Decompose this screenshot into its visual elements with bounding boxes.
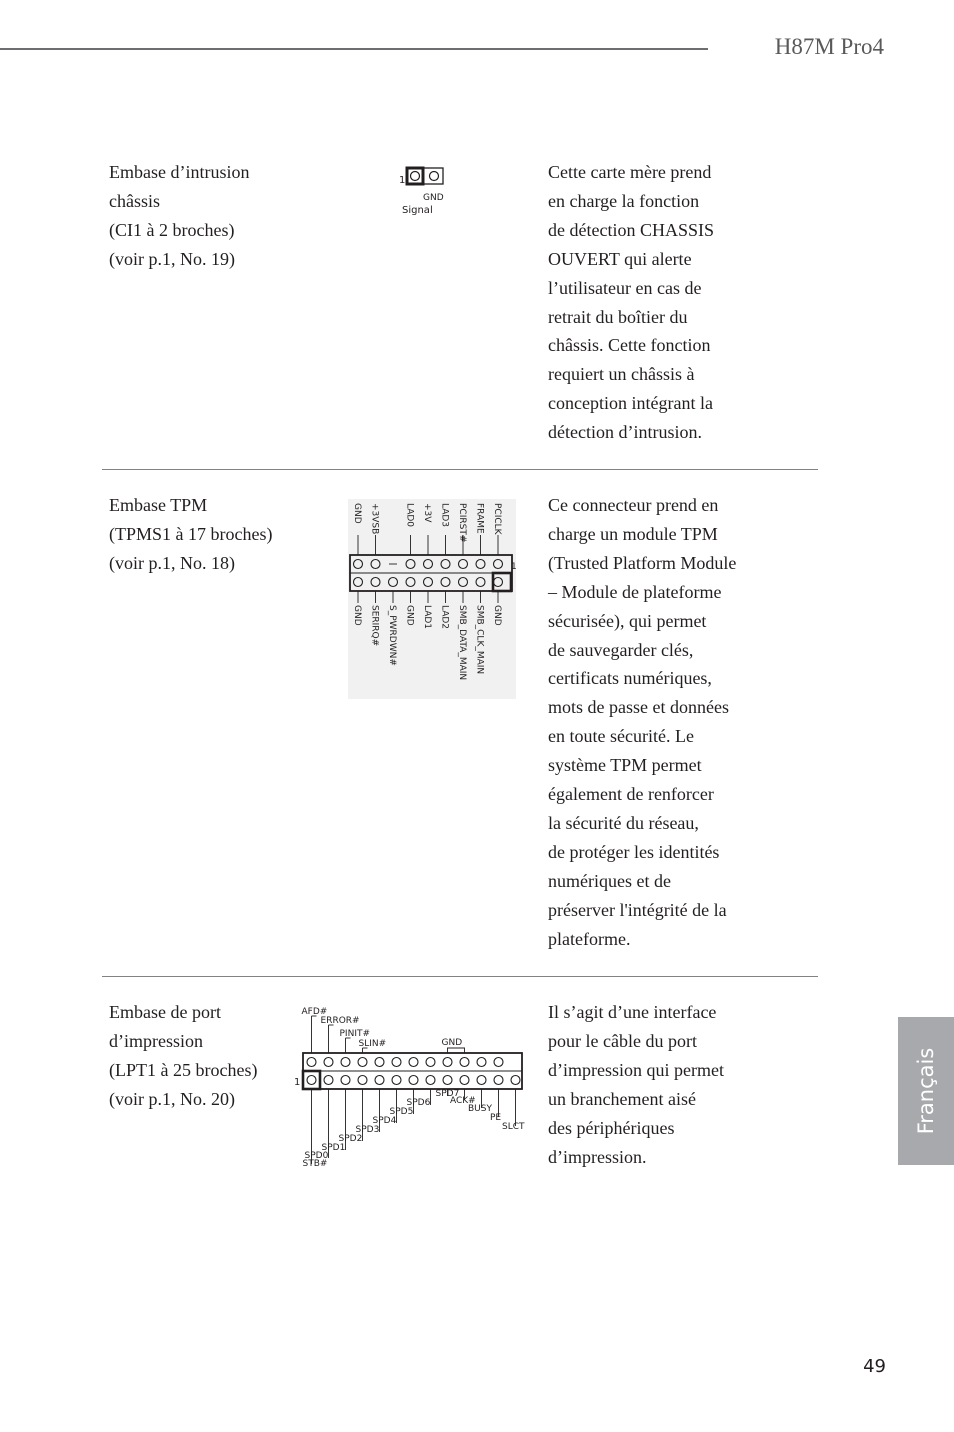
tpm-bottom-pin-label: SMB_CLK_MAIN (474, 605, 485, 675)
lpt-description: Il s’agit d’une interface pour le câble du port d’impression qui permet un branchement aisé des périphériques d’impression. (548, 1002, 724, 1167)
lpt-pin-label: SPD1 (321, 1143, 346, 1153)
lpt-pin (409, 1058, 418, 1067)
lpt-pin-label: STB# (302, 1159, 328, 1169)
section-separator (102, 469, 818, 470)
lpt-pin-label: ERROR# (320, 1016, 360, 1026)
lpt-pin (392, 1058, 401, 1067)
lpt-pin-label: SPD6 (406, 1098, 431, 1108)
lpt-pin (426, 1058, 435, 1067)
tpm-top-pin-label: PCIRST# (457, 503, 467, 543)
section-separator (102, 976, 818, 977)
lpt-pin-label: ACK# (450, 1096, 476, 1106)
lpt-pin-label: SPD3 (355, 1125, 380, 1135)
tpm-bottom-pin-label: LAD2 (439, 605, 450, 630)
tpm-label: Embase TPM (TPMS1 à 17 broches) (voir p.1, No. 18) (109, 495, 273, 573)
page-number: 49 (863, 1356, 886, 1377)
lpt-pin (324, 1058, 333, 1067)
tpm-bottom-pin-label: S_PWRDWN# (387, 605, 397, 666)
lpt-pin (443, 1058, 452, 1067)
tpm-bottom-pin-label: SMB_DATA_MAIN (457, 605, 467, 681)
ci1-gnd-label: GND (423, 193, 444, 203)
lpt-pin-label: PE (490, 1113, 502, 1123)
language-label: Français (914, 1047, 938, 1135)
tpm-bottom-pin-label: GND (492, 605, 502, 626)
lpt-pin (324, 1076, 333, 1085)
ci1-signal-label: Signal (402, 205, 433, 216)
lpt-pin (409, 1076, 418, 1085)
ci1-diagram (395, 160, 465, 220)
model-name: H87M Pro4 (774, 34, 884, 59)
tpm-top-pin-label: LAD3 (439, 503, 450, 528)
tpm-bottom-pin-label: LAD1 (422, 605, 432, 630)
lpt-pin-label: AFD# (301, 1007, 328, 1017)
lpt-pin (341, 1058, 350, 1067)
lpt-pin (477, 1058, 486, 1067)
lpt-pin (477, 1076, 486, 1085)
lpt-pin (358, 1058, 367, 1067)
lpt-pin (426, 1076, 435, 1085)
header-rule (0, 48, 708, 50)
lpt-pin (375, 1058, 384, 1067)
lpt-pin-label: SPD0 (304, 1151, 329, 1161)
ci1-description: Cette carte mère prend en charge la fonction de détection CHASSIS OUVERT qui alerte l’utilisateur en cas de retrait du boîtier du châssis. Cette fonction requiert un châssis à conception intégrant la détection d’intrusion. (548, 162, 714, 443)
lpt-pin (460, 1076, 469, 1085)
tpm-top-pin-label: LAD0 (404, 503, 415, 528)
lpt-pin-label: SPD4 (372, 1116, 397, 1126)
tpm-pin1-label: 1 (511, 562, 517, 572)
lpt-pin-label: SPD2 (338, 1134, 363, 1144)
tpm-bottom-pin-label: GND (352, 605, 362, 626)
lpt-pin (392, 1076, 401, 1085)
lpt-pin-label: SLIN# (358, 1039, 387, 1049)
lpt-pin (511, 1076, 520, 1085)
lpt-pin-label: BUSY (468, 1104, 492, 1114)
tpm-top-pin-label: GND (352, 503, 362, 524)
lpt-pin-label: PINIT# (339, 1029, 371, 1039)
tpm-bottom-pin-label: GND (404, 605, 415, 626)
tpm-bottom-pin-label: SERIRQ# (369, 605, 380, 647)
lpt-pin (460, 1058, 469, 1067)
lpt-pin (341, 1076, 350, 1085)
lpt-pin-label: GND (441, 1038, 463, 1048)
tpm-top-pin-label: FRAME (474, 503, 485, 534)
ci1-header-outline (407, 168, 443, 184)
lpt-pin1-square (303, 1071, 320, 1089)
tpm-description: Ce connecteur prend en charge un module TPM (Trusted Platform Module – Module de plateforme sécurisée), qui permet de sauvegarder clés, certificats numériques, mots de passe et données en toute sécurité. Le système TPM permet également de renforcer la sécurité du réseau, de protéger les identités numériques et de préserver l'intégrité de la plateforme. (548, 495, 737, 949)
lpt-pin1-label: 1 (294, 1077, 301, 1088)
lpt-label: Embase de port d’impression (LPT1 à 25 broches) (voir p.1, No. 20) (109, 1002, 258, 1109)
lpt-pin (358, 1076, 367, 1085)
language-tab[interactable] (898, 1017, 954, 1165)
lpt-pin (494, 1076, 503, 1085)
lpt-pin (307, 1058, 316, 1067)
ci1-pin1 (411, 172, 420, 181)
tpm-top-pin-label: +3V (422, 503, 432, 523)
ci1-label: Embase d’intrusion châssis (CI1 à 2 broches) (voir p.1, No. 19) (109, 162, 250, 269)
ci1-pin1-square (407, 168, 423, 184)
ci1-pin1-label: 1 (399, 175, 406, 186)
tpm-top-pin-label: +3VSB (369, 503, 380, 535)
tpm-top-pin-label: PCICLK (492, 503, 502, 535)
ci1-pin2 (430, 172, 439, 181)
lpt-pin (494, 1058, 503, 1067)
lpt-pin (443, 1076, 452, 1085)
tpm-diagram (348, 499, 516, 699)
lpt-pin (375, 1076, 384, 1085)
lpt-pin-label: SPD5 (389, 1107, 414, 1117)
lpt-pin-label: SLCT (502, 1122, 525, 1132)
lpt-diagram (292, 1004, 532, 1172)
lpt-pin (307, 1076, 316, 1085)
lpt-pin-label: SPD7 (435, 1089, 460, 1099)
